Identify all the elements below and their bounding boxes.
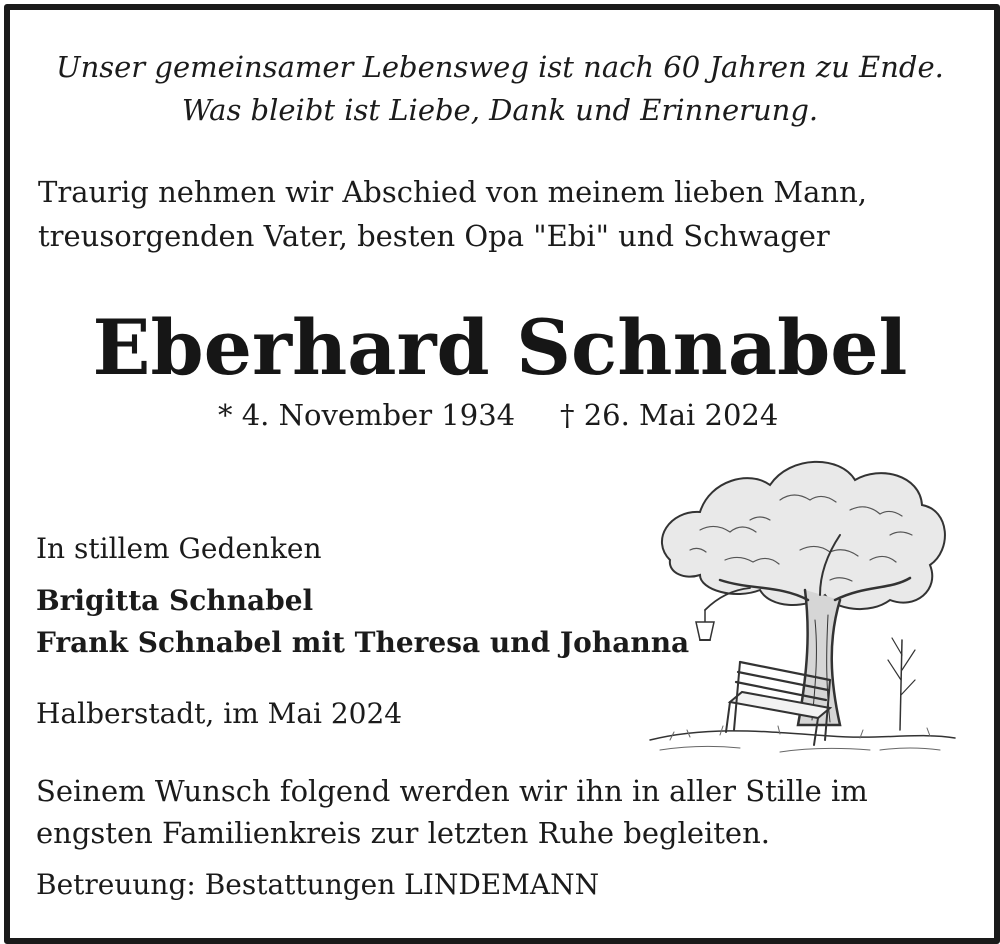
funeral-home: Betreuung: Bestattungen LINDEMANN	[36, 868, 600, 901]
closing-line-1: Seinem Wunsch folgend werden wir ihn in aller Stille im	[36, 774, 868, 808]
mourners-heading: In stillem Gedenken	[36, 532, 322, 565]
closing-line-2: engsten Familienkreis zur letzten Ruhe begleiten.	[36, 816, 770, 850]
mourner-name: Frank Schnabel mit Theresa und Johanna	[36, 626, 690, 659]
closing-text	[36, 770, 968, 854]
deceased-name: Eberhard Schnabel	[92, 303, 908, 392]
mourner-name: Brigitta Schnabel	[36, 584, 314, 617]
death-date: † 26. Mai 2024	[560, 398, 779, 432]
motto-line-2: Was bleibt ist Liebe, Dank und Erinnerung.	[181, 93, 819, 127]
intro-line-2: treusorgenden Vater, besten Opa "Ebi" und Schwager	[38, 219, 830, 253]
motto-line-1: Unser gemeinsamer Lebensweg ist nach 60 Jahren zu Ende.	[56, 50, 944, 84]
intro-line-1: Traurig nehmen wir Abschied von meinem lieben Mann,	[38, 175, 867, 209]
tree-with-bench-and-lantern-icon	[630, 440, 960, 760]
place-and-date: Halberstadt, im Mai 2024	[36, 697, 403, 730]
birth-date: * 4. November 1934	[218, 398, 516, 432]
